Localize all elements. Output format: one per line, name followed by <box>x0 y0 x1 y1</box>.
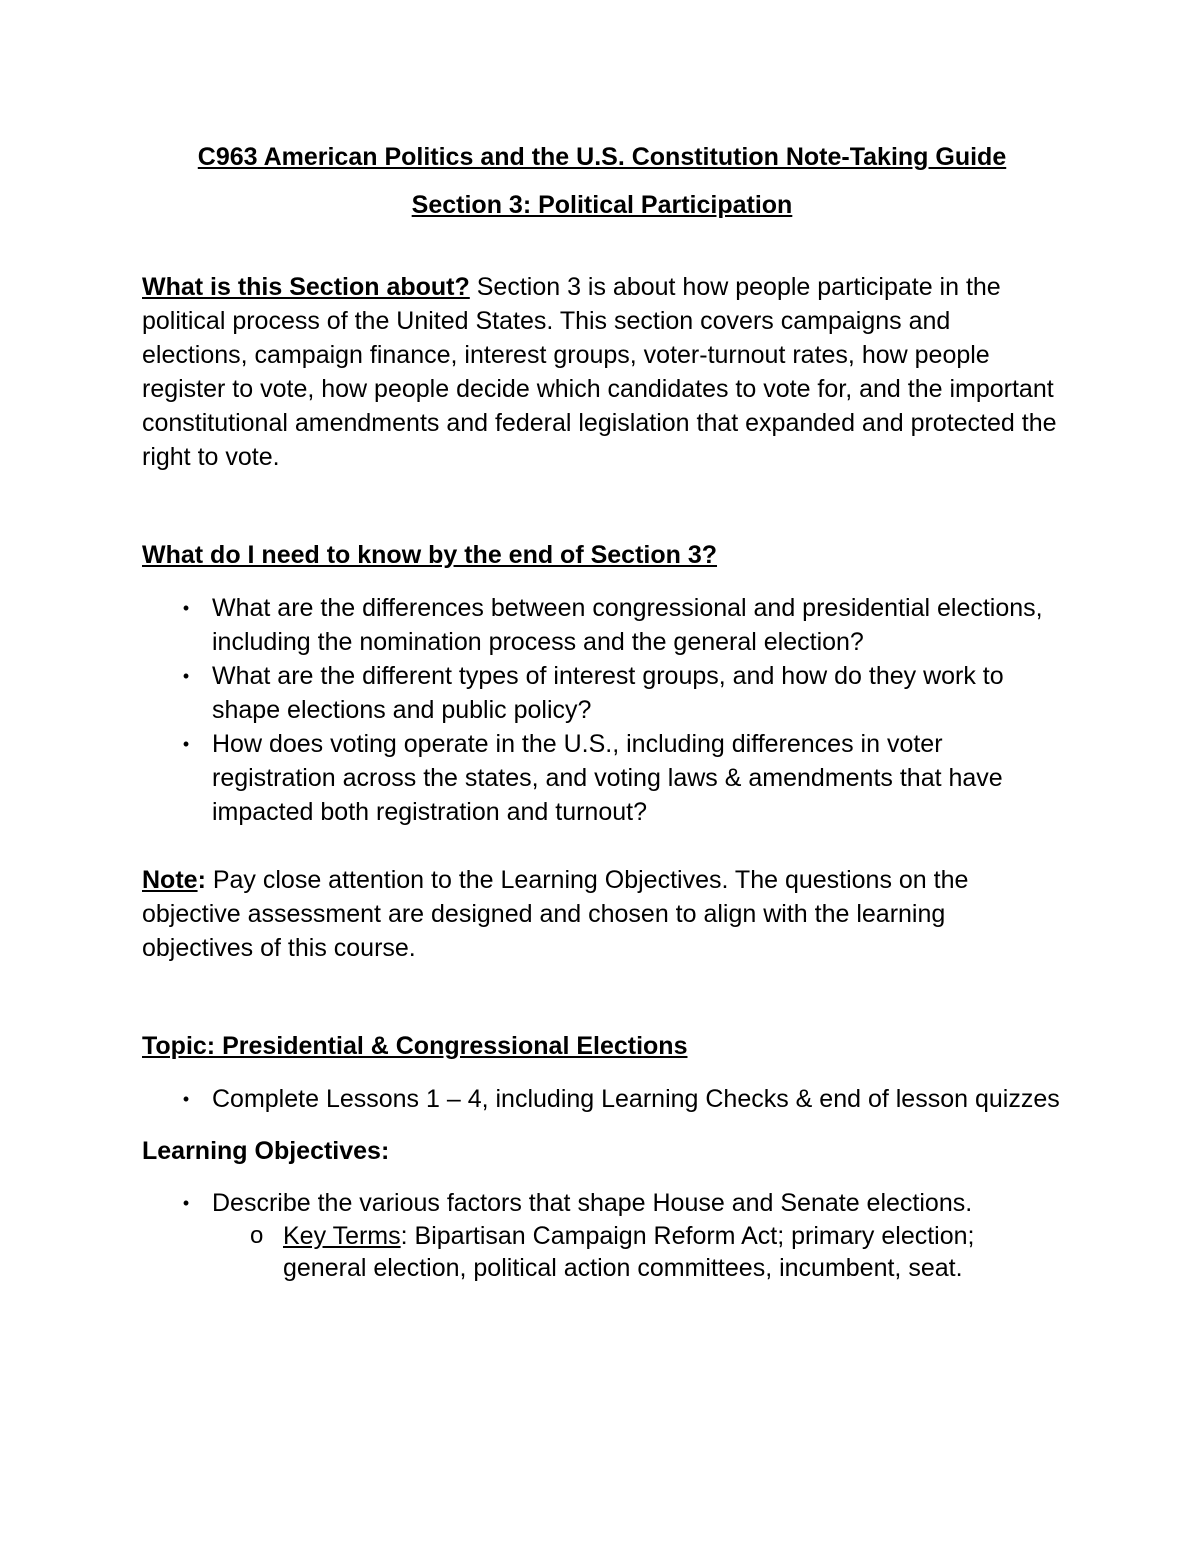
note-colon: : <box>197 866 206 894</box>
objectives-list <box>142 1186 1062 1284</box>
bullet-icon: • <box>182 734 190 754</box>
document-title: C963 American Politics and the U.S. Constitution Note-Taking Guide <box>197 143 1007 171</box>
list-item <box>142 1186 1062 1284</box>
list-item <box>142 591 1062 659</box>
bullet-icon: • <box>182 1193 190 1213</box>
list-item-text: What are the differences between congressional and presidential elections, including the nomination process and the general election? <box>212 594 1043 656</box>
note-label: Note <box>142 866 198 894</box>
key-terms-colon: : <box>400 1222 408 1250</box>
document-content <box>142 140 1062 1284</box>
note-paragraph <box>142 863 1062 965</box>
list-item-text: Complete Lessons 1 – 4, including Learning Checks & end of lesson quizzes <box>212 1085 1060 1113</box>
circle-bullet-icon: o <box>250 1222 264 1249</box>
note-text: Pay close attention to the Learning Objectives. The questions on the objective assessment are designed and chosen to align with the learning objectives of this course. <box>142 866 969 962</box>
know-list <box>142 591 1062 829</box>
know-heading: What do I need to know by the end of Section 3? <box>142 541 718 569</box>
objectives-heading: Learning Objectives: <box>142 1137 390 1165</box>
about-heading: What is this Section about? <box>142 273 470 301</box>
list-item <box>142 659 1062 727</box>
list-item <box>142 1082 1062 1116</box>
about-paragraph <box>142 270 1062 474</box>
key-terms-list <box>212 1220 1062 1284</box>
bullet-icon: • <box>182 1089 190 1109</box>
list-item-text: How does voting operate in the U.S., including differences in voter registration across the states, and voting laws & amendments that have impacted both registration and turnout? <box>212 730 1003 826</box>
section-title: Section 3: Political Participation <box>411 191 793 219</box>
bullet-icon: • <box>182 666 190 686</box>
topic-list <box>142 1082 1062 1116</box>
list-item <box>142 727 1062 829</box>
topic-heading: Topic: Presidential & Congressional Elections <box>142 1032 688 1060</box>
list-item <box>212 1220 1062 1284</box>
about-text: Section 3 is about how people participate in the political process of the United States. This section covers campaigns and elections, campaign finance, interest groups, voter-turnout rates, how people register to vote, how people decide which candidates to vote for, and the important constitutional amendments and federal legislation that expanded and protected the right to vote. <box>142 273 1057 471</box>
list-item-text: What are the different types of interest groups, and how do they work to shape elections and public policy? <box>212 662 1004 724</box>
key-terms-text: Bipartisan Campaign Reform Act; primary election; general election, political action committees, incumbent, seat. <box>283 1222 975 1282</box>
key-terms-label: Key Terms <box>283 1222 401 1250</box>
bullet-icon: • <box>182 598 190 618</box>
list-item-text: Describe the various factors that shape House and Senate elections. <box>212 1189 973 1217</box>
